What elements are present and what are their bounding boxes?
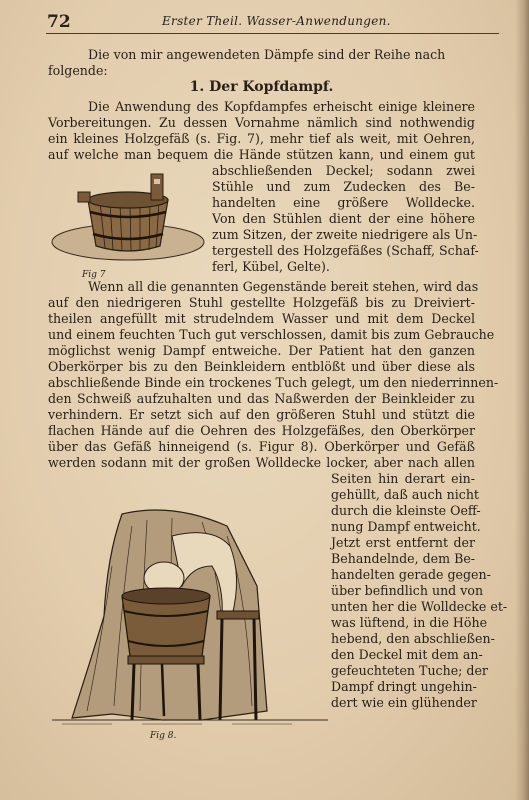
figure-8-head-steam-bath <box>52 506 328 728</box>
text-line: abschließende Binde ein trockenes Tuch gelegt, um den niederrinnen- <box>48 375 499 390</box>
text-line: flachen Hände auf die Oehren des Holzgefäßes, den Oberkörper <box>48 423 475 438</box>
text-line: verhindern. Er setzt sich auf den größeren Stuhl und stützt die <box>48 407 475 422</box>
header-rule <box>46 33 499 34</box>
text-line: ein kleines Holzgefäß (s. Fig. 7), mehr tief als weit, mit Oehren, <box>48 131 475 146</box>
text-line: den Deckel mit dem an- <box>331 647 483 662</box>
text-line: möglichst wenig Dampf entweiche. Der Patient hat den ganzen <box>48 343 475 358</box>
text-line: durch die kleinste Oeff- <box>331 503 481 518</box>
text-line: tergestell des Holzgefäßes (Schaff, Schaf- <box>212 243 479 258</box>
running-head: Erster Theil. Wasser-Anwendungen. <box>162 14 391 28</box>
text-line: über das Gefäß hinneigend (s. Figur 8). Oberkörper und Gefäß <box>48 439 475 454</box>
text-line: unten her die Wolldecke et- <box>331 599 508 614</box>
page-number: 72 <box>47 12 71 32</box>
text-line: Oberkörper bis zu den Beinkleidern entblößt und über diese als <box>48 359 475 374</box>
section-heading: 1. Der Kopfdampf. <box>189 79 334 95</box>
figure-8-caption: Fig 8. <box>150 731 177 741</box>
text-line: dert wie ein glühender <box>331 695 477 710</box>
text-line: Die von mir angewendeten Dämpfe sind der Reihe nach <box>88 47 446 62</box>
text-line: nung Dampf entweicht. <box>331 519 481 534</box>
text-line: ferl, Kübel, Gelte). <box>212 259 330 274</box>
text-line: gefeuchteten Tuche; der <box>331 663 488 678</box>
text-line: werden sodann mit der großen Wolldecke locker, aber nach allen <box>48 455 475 470</box>
text-line: abschließenden Deckel; sodann zwei <box>212 163 475 178</box>
text-line: den Schweiß aufzuhalten und das Naßwerden der Beinkleider zu <box>48 391 475 406</box>
text-line: handelten gerade gegen- <box>331 567 491 582</box>
text-line: Vorbereitungen. Zu dessen Vornahme nämlich sind nothwendig <box>48 115 475 130</box>
text-line: und einem feuchten Tuch gut verschlossen, damit bis zum Gebrauche <box>48 327 495 342</box>
text-line: Von den Stühlen dient der eine höhere <box>212 211 475 226</box>
text-line: auf den niedrigeren Stuhl gestellte Holzgefäß bis zu Dreiviert- <box>48 295 475 310</box>
text-line: Die Anwendung des Kopfdampfes erheischt einige kleinere <box>88 99 475 114</box>
text-line: was lüftend, in die Höhe <box>331 615 488 630</box>
text-line: folgende: <box>48 63 108 78</box>
text-line: Seiten hin derart ein- <box>331 471 475 486</box>
text-line: zum Sitzen, der zweite niedrigere als Un- <box>212 227 478 242</box>
text-line: Behandelnde, dem Be- <box>331 551 476 566</box>
text-line: Wenn all die genannten Gegenstände bereit stehen, wird das <box>88 279 479 294</box>
page-edge-shadow <box>515 0 529 800</box>
text-line: Stühle und zum Zudecken des Be- <box>212 179 475 194</box>
text-line: gehüllt, daß auch nicht <box>331 487 479 502</box>
text-line: handelten eine größere Wolldecke. <box>212 195 475 210</box>
figure-7-wooden-tub <box>48 170 208 270</box>
text-line: über befindlich und von <box>331 583 484 598</box>
text-line: auf welche man bequem die Hände stützen kann, und einem gut <box>48 147 475 162</box>
text-line: Jetzt erst entfernt der <box>331 535 475 550</box>
text-line: Dampf dringt ungehin- <box>331 679 477 694</box>
text-line: theilen angefüllt mit strudelndem Wasser und mit dem Deckel <box>48 311 475 326</box>
figure-7-caption: Fig 7 <box>82 270 106 280</box>
text-line: hebend, den abschließen- <box>331 631 495 646</box>
